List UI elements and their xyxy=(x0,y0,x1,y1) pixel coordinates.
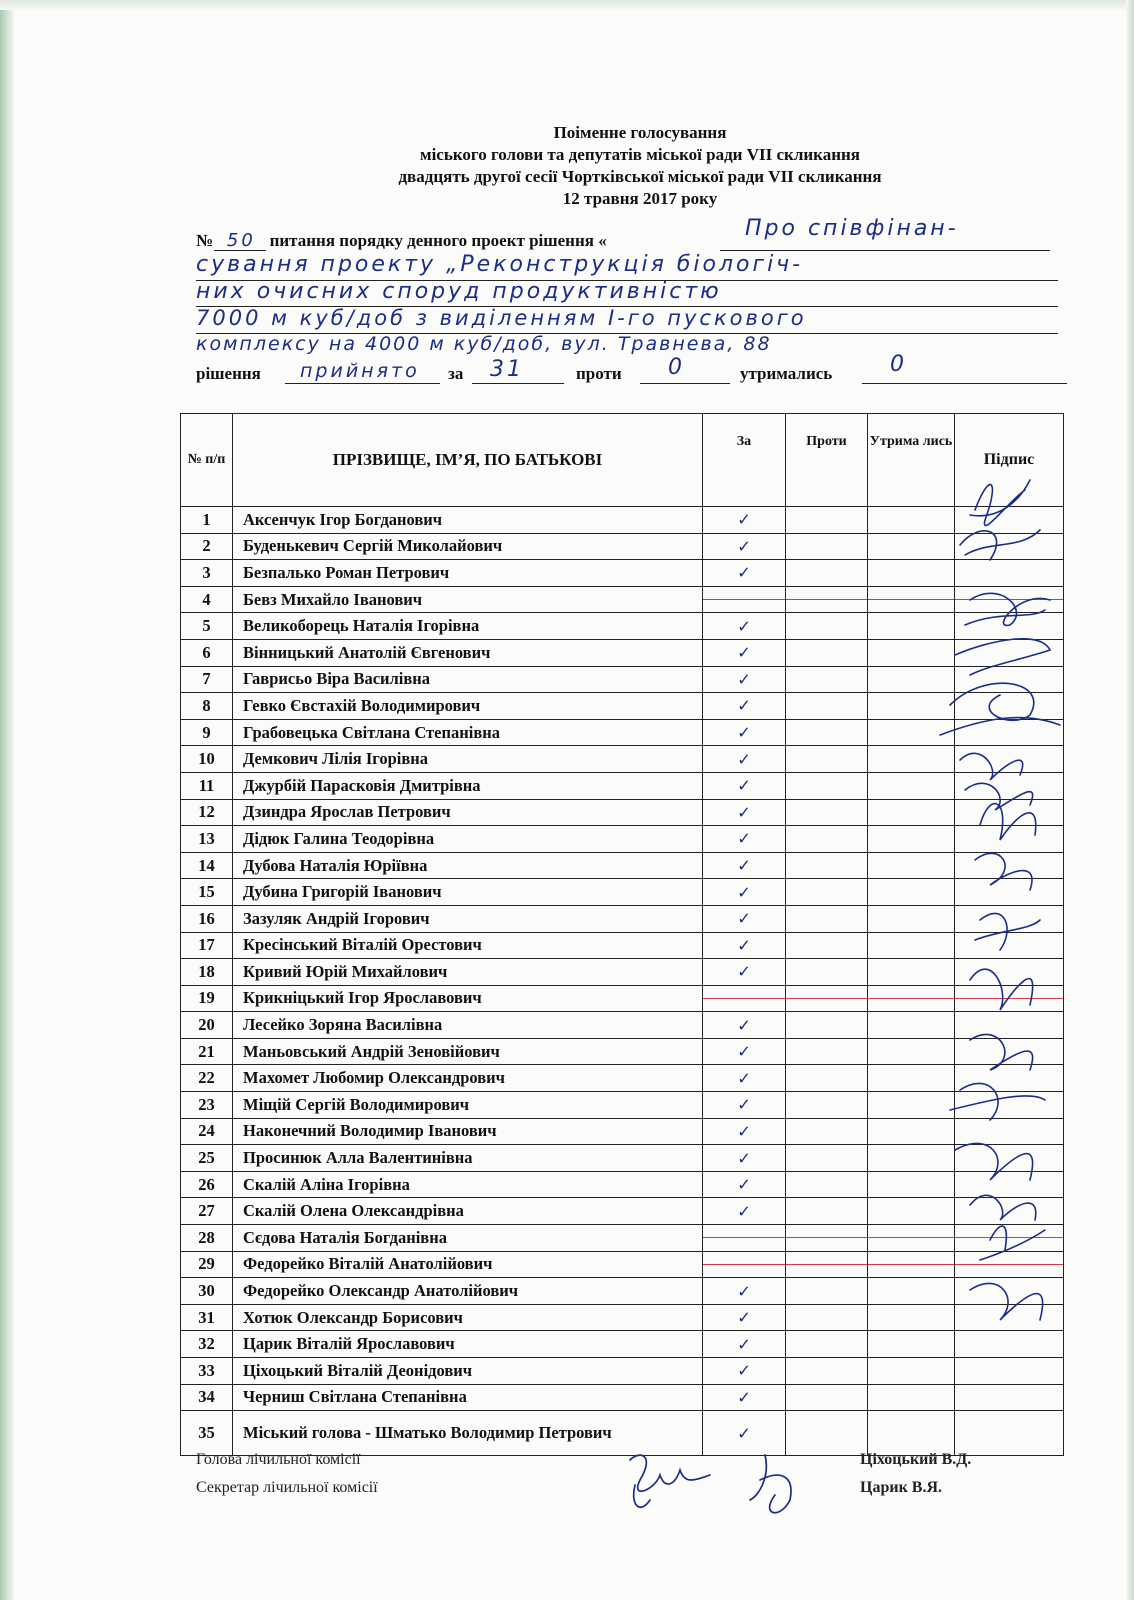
row-number: 23 xyxy=(181,1092,233,1119)
row-name: Бевз Михайло Іванович xyxy=(233,586,703,613)
row-name: Ціхоцький Віталій Деонідович xyxy=(233,1358,703,1385)
row-number: 10 xyxy=(181,746,233,773)
row-number: 11 xyxy=(181,772,233,799)
check-mark-icon: ✓ xyxy=(737,536,751,556)
decision-label: рішення xyxy=(196,364,261,383)
row-vote-for xyxy=(703,693,786,720)
check-mark-icon: ✓ xyxy=(737,909,751,929)
row-vote-for xyxy=(703,719,786,746)
row-vote-for xyxy=(703,1012,786,1039)
decision-value: прийнято xyxy=(300,360,420,382)
row-vote-for xyxy=(703,1198,786,1225)
row-name: Джурбій Парасковія Дмитрівна xyxy=(233,772,703,799)
row-name: Дзиндра Ярослав Петрович xyxy=(233,799,703,826)
absent-strike-line xyxy=(703,1237,785,1238)
row-number: 25 xyxy=(181,1145,233,1172)
row-vote-for xyxy=(703,959,786,986)
question-underline-0 xyxy=(720,250,1050,251)
secretary-label: Секретар лічильної комісії xyxy=(196,1479,378,1496)
commission-signatures xyxy=(600,1440,840,1530)
row-name: Демкович Лілія Ігорівна xyxy=(233,746,703,773)
row-name: Черниш Світлана Степанівна xyxy=(233,1384,703,1411)
row-vote-against xyxy=(786,666,868,693)
row-vote-against xyxy=(786,533,868,560)
row-vote-against xyxy=(786,1171,868,1198)
row-name: Царик Віталій Ярославович xyxy=(233,1331,703,1358)
row-vote-abstain xyxy=(868,1411,955,1456)
row-name: Крикніцький Ігор Ярославович xyxy=(233,985,703,1012)
check-mark-icon: ✓ xyxy=(737,1175,751,1195)
header-number: № п/п xyxy=(181,414,233,507)
row-vote-for xyxy=(703,560,786,587)
row-vote-for xyxy=(703,1118,786,1145)
row-signature xyxy=(955,1384,1064,1411)
question-handwritten-line-4: 7000 м куб/доб з виділенням І-го пускового xyxy=(196,306,807,330)
check-mark-icon: ✓ xyxy=(737,935,751,955)
header-name: ПРІЗВИЩЕ, ІМ’Я, ПО БАТЬКОВІ xyxy=(233,414,703,507)
row-vote-against xyxy=(786,1198,868,1225)
row-vote-against xyxy=(786,905,868,932)
header-date: 12 травня 2017 року xyxy=(562,189,718,208)
signature-scribbles xyxy=(930,460,1070,1340)
row-number: 22 xyxy=(181,1065,233,1092)
check-mark-icon: ✓ xyxy=(737,643,751,663)
absent-strike-line xyxy=(703,998,785,999)
row-vote-for xyxy=(703,1278,786,1305)
check-mark-icon: ✓ xyxy=(737,962,751,982)
check-mark-icon: ✓ xyxy=(737,563,751,583)
header-for: За xyxy=(703,414,786,507)
chair-name: Ціхоцький В.Д. xyxy=(860,1451,972,1468)
row-vote-against xyxy=(786,1012,868,1039)
check-mark-icon: ✓ xyxy=(737,1361,751,1381)
row-vote-for xyxy=(703,985,786,1012)
row-number: 2 xyxy=(181,533,233,560)
row-vote-for xyxy=(703,1171,786,1198)
row-vote-against xyxy=(786,586,868,613)
row-number: 1 xyxy=(181,507,233,534)
row-number: 26 xyxy=(181,1171,233,1198)
table-row xyxy=(181,1358,1064,1385)
row-name: Кресінський Віталій Орестович xyxy=(233,932,703,959)
absent-strike-line xyxy=(786,599,867,600)
row-number: 14 xyxy=(181,852,233,879)
row-vote-for xyxy=(703,1304,786,1331)
check-mark-icon: ✓ xyxy=(737,802,751,822)
row-vote-for xyxy=(703,1225,786,1252)
row-vote-for xyxy=(703,507,786,534)
against-underline xyxy=(640,383,730,384)
abstain-count: 0 xyxy=(890,352,907,377)
check-mark-icon: ✓ xyxy=(737,616,751,636)
chair-label: Голова лічильної комісії xyxy=(196,1451,361,1468)
check-mark-icon: ✓ xyxy=(737,856,751,876)
row-name: Гаврисьо Віра Василівна xyxy=(233,666,703,693)
row-name: Махомет Любомир Олександрович xyxy=(233,1065,703,1092)
row-number: 18 xyxy=(181,959,233,986)
row-name: Грабовецька Світлана Степанівна xyxy=(233,719,703,746)
row-vote-against xyxy=(786,719,868,746)
question-handwritten-line-1: Про співфінан- xyxy=(745,216,959,241)
decision-underline xyxy=(285,383,440,384)
row-number: 15 xyxy=(181,879,233,906)
check-mark-icon: ✓ xyxy=(737,1015,751,1035)
row-vote-for xyxy=(703,879,786,906)
absent-strike-line xyxy=(786,1237,867,1238)
row-number: 12 xyxy=(181,799,233,826)
row-number: 34 xyxy=(181,1384,233,1411)
row-vote-for xyxy=(703,905,786,932)
row-name: Аксенчук Ігор Богданович xyxy=(233,507,703,534)
question-handwritten-line-2: сування проекту „Реконструкція біологіч- xyxy=(196,252,804,277)
row-name: Великоборець Наталія Ігорівна xyxy=(233,613,703,640)
row-number: 8 xyxy=(181,693,233,720)
check-mark-icon: ✓ xyxy=(737,1334,751,1354)
row-number: 28 xyxy=(181,1225,233,1252)
row-name: Скалій Олена Олександрівна xyxy=(233,1198,703,1225)
row-vote-for xyxy=(703,1358,786,1385)
row-name: Маньовський Андрій Зеновійович xyxy=(233,1038,703,1065)
row-vote-against xyxy=(786,772,868,799)
row-number: 31 xyxy=(181,1304,233,1331)
row-number: 4 xyxy=(181,586,233,613)
row-name: Федорейко Олександр Анатолійович xyxy=(233,1278,703,1305)
row-vote-against xyxy=(786,1251,868,1278)
question-line xyxy=(196,230,607,251)
row-vote-for xyxy=(703,586,786,613)
for-count: 31 xyxy=(490,357,524,382)
check-mark-icon: ✓ xyxy=(737,749,751,769)
number-underline xyxy=(214,250,266,251)
check-mark-icon: ✓ xyxy=(737,1387,751,1407)
row-number: 33 xyxy=(181,1358,233,1385)
row-name: Міський голова - Шматько Володимир Петрович xyxy=(233,1411,703,1456)
check-mark-icon: ✓ xyxy=(737,1201,751,1221)
check-mark-icon: ✓ xyxy=(737,1121,751,1141)
row-number: 6 xyxy=(181,639,233,666)
row-number: 24 xyxy=(181,1118,233,1145)
row-name: Вінницький Анатолій Євгенович xyxy=(233,639,703,666)
row-name: Дубина Григорій Іванович xyxy=(233,879,703,906)
row-number: 7 xyxy=(181,666,233,693)
against-count: 0 xyxy=(668,355,685,380)
document-title: Поіменне голосування xyxy=(553,123,727,142)
row-vote-for xyxy=(703,852,786,879)
check-mark-icon: ✓ xyxy=(737,510,751,530)
check-mark-icon: ✓ xyxy=(737,1068,751,1088)
abstain-label: утримались xyxy=(740,364,833,383)
row-vote-against xyxy=(786,1304,868,1331)
header-line-council: міського голови та депутатів міської ради VII скликання xyxy=(420,145,860,164)
row-name: Хотюк Олександр Борисович xyxy=(233,1304,703,1331)
row-vote-for xyxy=(703,613,786,640)
secretary-name: Царик В.Я. xyxy=(860,1479,943,1496)
row-vote-against xyxy=(786,879,868,906)
row-vote-against xyxy=(786,826,868,853)
absent-strike-line xyxy=(786,1264,867,1265)
check-mark-icon: ✓ xyxy=(737,1423,751,1443)
row-number: 13 xyxy=(181,826,233,853)
row-vote-for xyxy=(703,1384,786,1411)
header-against: Проти xyxy=(786,414,868,507)
row-vote-for xyxy=(703,639,786,666)
row-name: Наконечний Володимир Іванович xyxy=(233,1118,703,1145)
row-vote-against xyxy=(786,799,868,826)
row-name: Безпалько Роман Петрович xyxy=(233,560,703,587)
row-vote-for xyxy=(703,1145,786,1172)
row-vote-against xyxy=(786,1118,868,1145)
row-vote-against xyxy=(786,560,868,587)
absent-strike-line xyxy=(786,998,867,999)
row-vote-abstain xyxy=(868,1384,955,1411)
row-name: Просинюк Алла Валентинівна xyxy=(233,1145,703,1172)
question-number-prefix: № xyxy=(196,231,214,250)
scan-edge-left xyxy=(0,0,14,1600)
against-label: проти xyxy=(576,364,622,383)
table-row xyxy=(181,1384,1064,1411)
row-number: 32 xyxy=(181,1331,233,1358)
row-number: 9 xyxy=(181,719,233,746)
row-vote-against xyxy=(786,1331,868,1358)
row-vote-against xyxy=(786,1278,868,1305)
abstain-underline xyxy=(862,383,1067,384)
header-abstain: Утрима лись xyxy=(868,414,955,507)
row-signature xyxy=(955,1411,1064,1456)
row-vote-for xyxy=(703,746,786,773)
row-vote-for xyxy=(703,1331,786,1358)
scan-edge-top xyxy=(0,0,1134,10)
row-number: 27 xyxy=(181,1198,233,1225)
row-vote-abstain xyxy=(868,1358,955,1385)
row-vote-against xyxy=(786,932,868,959)
check-mark-icon: ✓ xyxy=(737,1042,751,1062)
check-mark-icon: ✓ xyxy=(737,669,751,689)
check-mark-icon: ✓ xyxy=(737,1148,751,1168)
check-mark-icon: ✓ xyxy=(737,829,751,849)
absent-strike-line xyxy=(703,1264,785,1265)
row-vote-against xyxy=(786,1358,868,1385)
question-number: 50 xyxy=(226,230,256,251)
row-vote-against xyxy=(786,1038,868,1065)
row-vote-against xyxy=(786,985,868,1012)
row-vote-for xyxy=(703,1038,786,1065)
row-vote-for xyxy=(703,1251,786,1278)
row-vote-against xyxy=(786,959,868,986)
question-handwritten-line-3: них очисних споруд продуктивністю xyxy=(196,279,722,304)
row-vote-against xyxy=(786,1092,868,1119)
row-vote-for xyxy=(703,666,786,693)
row-vote-for xyxy=(703,932,786,959)
row-name: Лесейко Зоряна Василівна xyxy=(233,1012,703,1039)
check-mark-icon: ✓ xyxy=(737,723,751,743)
row-name: Зазуляк Андрій Ігорович xyxy=(233,905,703,932)
row-number: 17 xyxy=(181,932,233,959)
header-signature: Підпис xyxy=(955,414,1064,507)
row-vote-for xyxy=(703,826,786,853)
row-vote-against xyxy=(786,746,868,773)
absent-strike-line xyxy=(703,599,785,600)
row-vote-for xyxy=(703,799,786,826)
check-mark-icon: ✓ xyxy=(737,776,751,796)
for-underline xyxy=(472,383,564,384)
row-vote-for xyxy=(703,772,786,799)
row-vote-for xyxy=(703,1092,786,1119)
row-name: Сєдова Наталія Богданівна xyxy=(233,1225,703,1252)
check-mark-icon: ✓ xyxy=(737,696,751,716)
scan-edge-right xyxy=(1126,0,1134,1600)
row-vote-against xyxy=(786,852,868,879)
row-name: Дідюк Галина Теодорівна xyxy=(233,826,703,853)
row-name: Федорейко Віталій Анатолійович xyxy=(233,1251,703,1278)
row-name: Дубова Наталія Юріївна xyxy=(233,852,703,879)
question-label: питання порядку денного проект рішення « xyxy=(269,231,607,250)
row-vote-against xyxy=(786,1065,868,1092)
row-name: Скалій Аліна Ігорівна xyxy=(233,1171,703,1198)
document-header xyxy=(180,122,1100,210)
check-mark-icon: ✓ xyxy=(737,1308,751,1328)
row-number: 21 xyxy=(181,1038,233,1065)
row-vote-against xyxy=(786,639,868,666)
row-vote-for xyxy=(703,533,786,560)
check-mark-icon: ✓ xyxy=(737,1281,751,1301)
check-mark-icon: ✓ xyxy=(737,1095,751,1115)
row-vote-for xyxy=(703,1065,786,1092)
row-signature xyxy=(955,1358,1064,1385)
row-name: Міщій Сергій Володимирович xyxy=(233,1092,703,1119)
row-name: Гевко Євстахій Володимирович xyxy=(233,693,703,720)
header-line-session: двадцять другої сесії Чортківської міської ради VII скликання xyxy=(398,167,882,186)
row-number: 3 xyxy=(181,560,233,587)
row-number: 29 xyxy=(181,1251,233,1278)
row-vote-against xyxy=(786,693,868,720)
row-vote-against xyxy=(786,1384,868,1411)
row-number: 35 xyxy=(181,1411,233,1456)
row-vote-against xyxy=(786,613,868,640)
row-name: Буденькевич Сергій Миколайович xyxy=(233,533,703,560)
row-number: 16 xyxy=(181,905,233,932)
row-number: 5 xyxy=(181,613,233,640)
check-mark-icon: ✓ xyxy=(737,882,751,902)
for-label: за xyxy=(448,364,464,383)
row-number: 20 xyxy=(181,1012,233,1039)
row-number: 19 xyxy=(181,985,233,1012)
question-handwritten-line-5: комплексу на 4000 м куб/доб, вул. Травнева, 88 xyxy=(196,333,772,355)
row-vote-against xyxy=(786,1145,868,1172)
row-vote-against xyxy=(786,507,868,534)
row-name: Кривий Юрій Михайлович xyxy=(233,959,703,986)
row-vote-against xyxy=(786,1225,868,1252)
row-number: 30 xyxy=(181,1278,233,1305)
